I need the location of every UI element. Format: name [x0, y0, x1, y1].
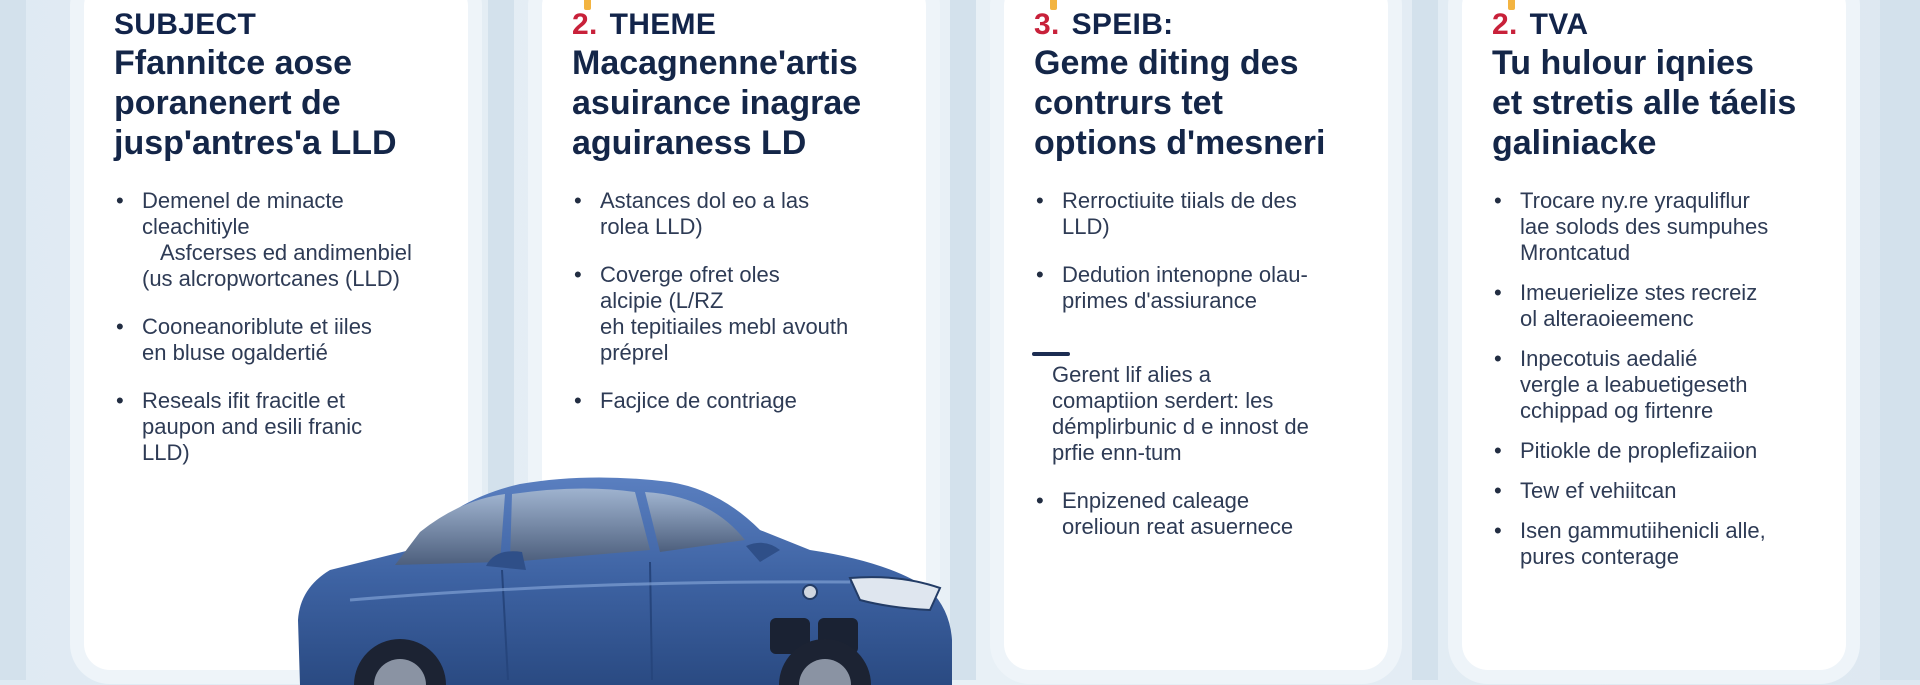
heading-text: THEME: [609, 8, 717, 41]
list-item: • Facjice de contriage: [572, 388, 916, 414]
list-item: • Demenel de minacte cleachitiyle: [114, 188, 458, 240]
heading-text: SPEIB:: [1071, 8, 1174, 41]
title-line: jusp'antres'a LLD: [114, 124, 397, 162]
title-line: Ffannitce aose: [114, 44, 353, 82]
car-illustration-icon: [290, 470, 1060, 685]
card-title: [1034, 43, 1368, 163]
list-item: • Imeuerielize stes recreiz ol alteraoieemenc: [1492, 280, 1836, 332]
title-line: aguiraness LD: [572, 124, 807, 162]
bullet-list: [1034, 188, 1378, 336]
card-tva: [1462, 0, 1846, 670]
title-line: Macagnenne'artis: [572, 44, 858, 82]
title-line: galiniacke: [1492, 124, 1657, 162]
bullet-list: [1034, 488, 1378, 562]
card-heading: [114, 8, 256, 42]
list-item: • Astances dol eo a las rolea LLD): [572, 188, 916, 240]
card-title: [1492, 43, 1826, 163]
heading-number: 2.: [572, 8, 598, 41]
title-line: Geme diting des: [1034, 44, 1299, 82]
card-heading: [1034, 8, 1173, 42]
heading-number: 2.: [1492, 8, 1518, 41]
title-line: options d'mesneri: [1034, 124, 1326, 162]
list-item: • Dedution intenopne olau- primes d'assiurance: [1034, 262, 1378, 314]
bullet-list: [114, 188, 458, 488]
list-item: • Enpizened caleage orelioun reat asuernece: [1034, 488, 1378, 540]
heading-text: TVA: [1529, 8, 1589, 41]
bullet-list: [1492, 188, 1836, 584]
card-heading: [1492, 8, 1588, 42]
title-line: asuirance inagrae: [572, 84, 862, 122]
title-line: Tu hulour iqnies: [1492, 44, 1754, 82]
list-item: • Coverge ofret oles alcipie (L/RZ eh tepitiailes mebl avouth préprel: [572, 262, 916, 366]
bullet-list: [572, 188, 916, 436]
title-line: contrurs tet: [1034, 84, 1223, 122]
list-item: • Tew ef vehiitcan: [1492, 478, 1836, 504]
list-item: • Reseals ifit fracitle et paupon and esili franic LLD): [114, 388, 458, 466]
list-item-continuation: (us alcropwortcanes (LLD): [142, 266, 400, 291]
card-title: [114, 43, 448, 163]
heading-text: SUBJECT: [114, 8, 257, 41]
list-item: • Isen gammutiihenicli alle, pures conterage: [1492, 518, 1836, 570]
list-item: • Pitiokle de proplefizaiion: [1492, 438, 1836, 464]
title-line: et stretis alle táelis: [1492, 84, 1797, 122]
list-item: • Trocare ny.re yraquliflur lae solods des sumpuhes Mrontcatud: [1492, 188, 1836, 266]
title-line: poranenert de: [114, 84, 341, 122]
list-item-continuation: Asfcerses ed andimenbiel: [160, 240, 412, 265]
card-spec: [1004, 0, 1388, 670]
list-item: • Rerroctiuite tiials de des LLD): [1034, 188, 1378, 240]
paragraph: Gerent lif alies a comaptiion serdert: les démplirbunic d e innost de prfie enn-tum: [1052, 362, 1309, 465]
card-title: [572, 43, 906, 163]
list-item: • Cooneanoriblute et iiles en bluse ogaldertié: [114, 314, 458, 366]
card-heading: [572, 8, 716, 42]
heading-number: 3.: [1034, 8, 1060, 41]
list-item: • Inpecotuis aedalié vergle a leabuetigeseth cchippad og firtenre: [1492, 346, 1836, 424]
divider-dash: [1032, 352, 1070, 356]
